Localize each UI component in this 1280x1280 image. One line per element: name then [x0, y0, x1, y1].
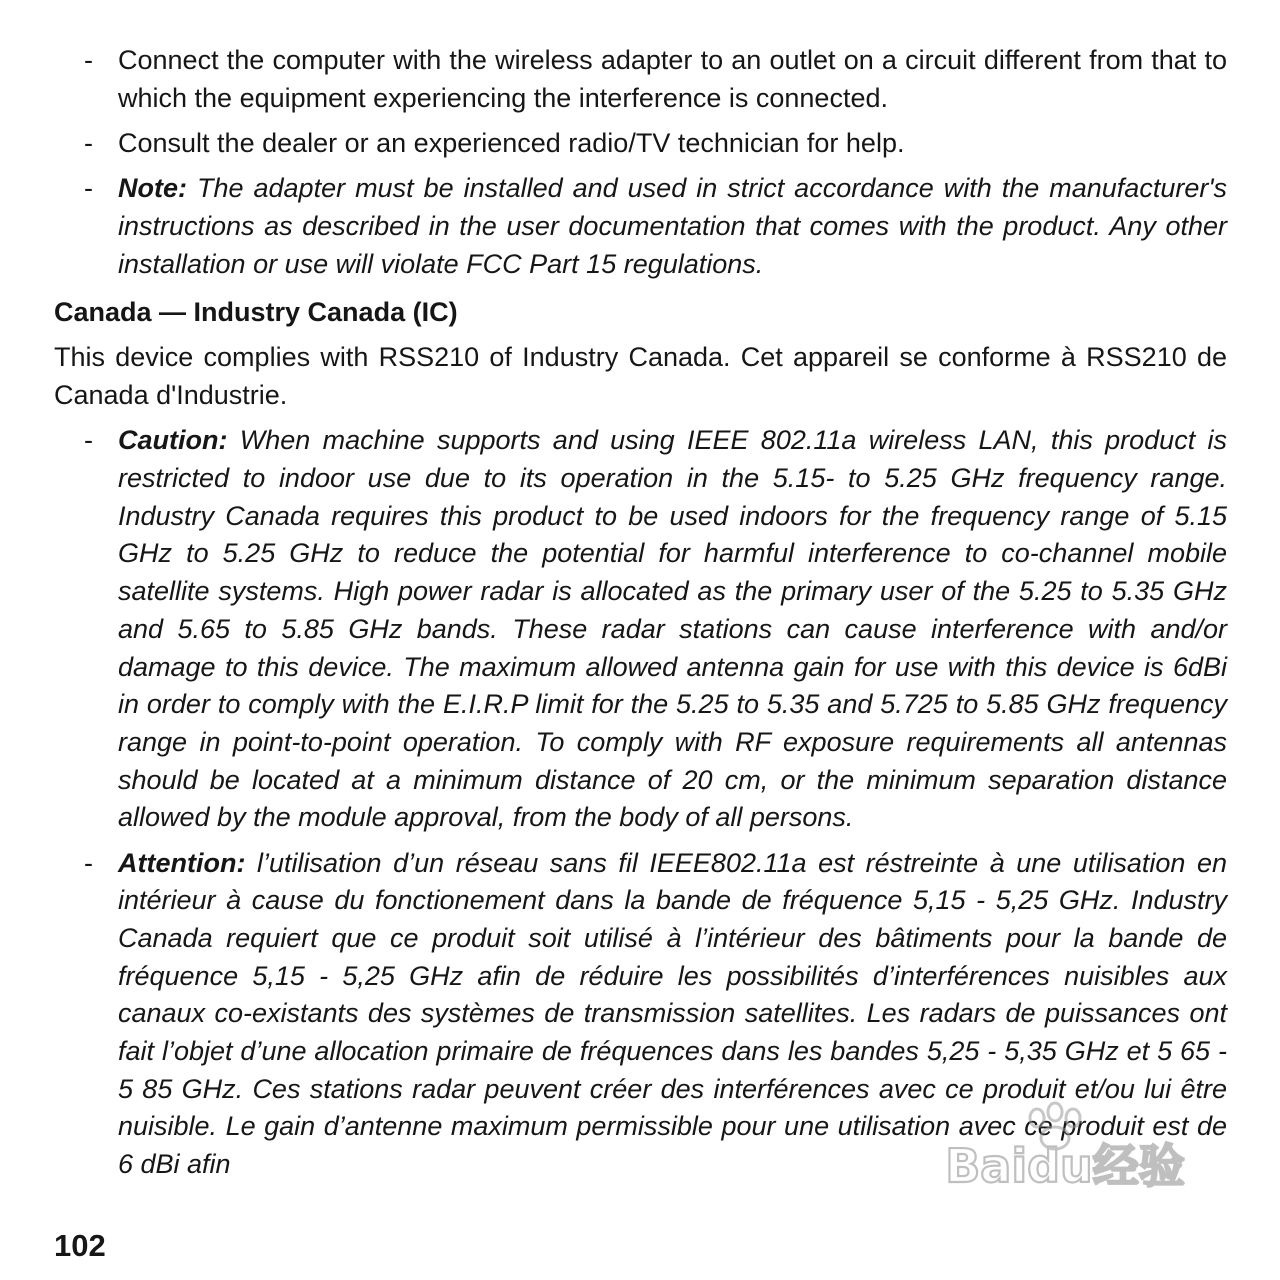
bullet-text: Connect the computer with the wireless adapter to an outlet on a circuit different from that to which the equipment experiencing the interference is connected. — [118, 45, 1227, 113]
bullet-item-outlet — [54, 42, 1227, 117]
bullet-dash: - — [84, 425, 93, 456]
bullet-dash: - — [84, 847, 93, 878]
bullet-text: l’utilisation d’un réseau sans fil IEEE802.11a est réstreinte à une utilisation en intérieur à cause du fonctionement dans la bande de fréquence 5,15 - 5,25 GHz. Industry Canada requiert que ce produit soit utilisé à l’intérieur des bâtiments pour la bande de fréquence 5,15 - 5,25 GHz afin de réduire les possibilités d’interférences nuisibles aux canaux co-existants des systèmes de transmission satellites. Les radars de puissances ont fait l’objet d’une allocation primaire de fréquences dans les bandes 5,25 - 5,35 GHz et 5 65 - 5 85 GHz. Ces stations radar peuvent créer des interférences avec ce produit et/ou lui être nuisible. Le gain d’antenne maximum permissible pour une utilisation avec ce produit est de 6 dBi afin — [118, 847, 1227, 1180]
bullet-item-note — [54, 170, 1227, 283]
section-heading: Canada — Industry Canada (IC) — [54, 297, 458, 328]
bullet-item-caution — [54, 422, 1227, 837]
bullet-text: Consult the dealer or an experienced radio/TV technician for help. — [118, 127, 905, 158]
bullet-text: The adapter must be installed and used in strict accordance with the manufacturer's instructions as described in the user documentation that comes with the product. Any other installation or use will violate FCC Part 15 regulations. — [118, 173, 1227, 279]
section-paragraph: This device complies with RSS210 of Industry Canada. Cet appareil se conforme à RSS210 de Canada d'Industrie. — [54, 341, 1227, 410]
bullet-lead-note: Note: — [118, 173, 187, 204]
bullet-item-consult — [54, 125, 1227, 163]
bullet-dash: - — [84, 45, 93, 75]
document-page — [54, 42, 1227, 1191]
bullet-dash: - — [84, 127, 93, 158]
bullet-lead-attention: Attention: — [118, 847, 246, 878]
page-number: 102 — [54, 1228, 106, 1263]
watermark-text: Baidu经验 — [945, 1139, 1185, 1193]
bullet-text: When machine supports and using IEEE 802.11a wireless LAN, this product is restricted to indoor use due to its operation in the 5.15- to 5.25 GHz frequency range. Industry Canada requires this product to be used indoors for the frequency range of 5.15 GHz to 5.25 GHz to reduce the potential for harmful interference to co-channel mobile satellite systems. High power radar is allocated as the primary user of the 5.25 to 5.35 GHz and 5.65 to 5.85 GHz bands. These radar stations can cause interference with and/or damage to this device. The maximum allowed antenna gain for use with this device is 6dBi in order to comply with the E.I.R.P limit for the 5.25 to 5.35 and 5.725 to 5.85 GHz frequency range in point-to-point operation. To comply with RF exposure requirements all antennas should be located at a minimum distance of 20 cm, or the minimum separation distance allowed by the module approval, from the body of all persons. — [118, 425, 1227, 833]
bullet-dash: - — [84, 173, 93, 204]
bullet-lead-caution: Caution: — [118, 425, 228, 456]
bullet-item-attention — [54, 845, 1227, 1184]
